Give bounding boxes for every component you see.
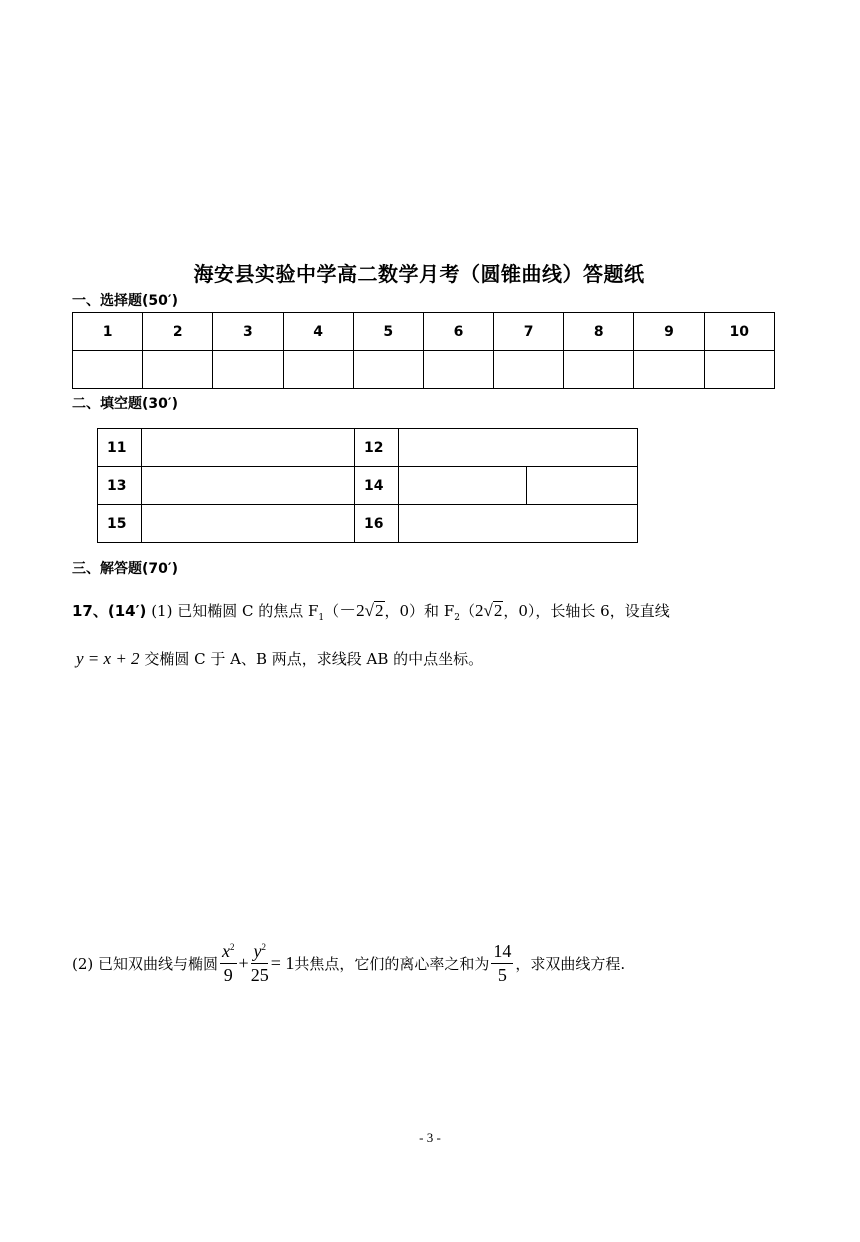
answer-cell[interactable] — [283, 351, 353, 389]
fraction-x2-over-9: $\frac{x^2}{9}$ — [222, 941, 235, 985]
answer-cell[interactable] — [353, 351, 423, 389]
fill-number: 14 — [355, 467, 399, 505]
answer-cell[interactable] — [142, 429, 355, 467]
answer-cell[interactable] — [142, 467, 355, 505]
section-fill-label: 二、填空题(30′) — [72, 396, 178, 412]
fill-answer-table — [97, 428, 638, 543]
table-row — [98, 467, 638, 505]
question-17-part2: (2) 已知双曲线与椭圆 $\frac{x^2}{9}$ + $\frac{y^2}{25}$ = 1 共焦点，它们的离心率之和为 $\frac{14}{5}$ ，求双曲线方程. — [72, 941, 626, 985]
choice-number: 1 — [73, 313, 143, 351]
answer-cell[interactable] — [399, 429, 638, 467]
answer-cell[interactable] — [73, 351, 143, 389]
fill-number: 11 — [98, 429, 142, 467]
choice-number: 5 — [353, 313, 423, 351]
table-row — [98, 429, 638, 467]
table-row — [98, 505, 638, 543]
choice-number: 2 — [143, 313, 213, 351]
answer-cell[interactable] — [564, 351, 634, 389]
fraction-14-over-5: $\frac{14}{5}$ — [493, 941, 512, 985]
fill-number: 15 — [98, 505, 142, 543]
answer-cell[interactable] — [704, 351, 774, 389]
answer-cell[interactable] — [142, 505, 355, 543]
choice-number: 8 — [564, 313, 634, 351]
answer-cell[interactable] — [423, 351, 493, 389]
question-17-part1-line2: y = x + 2 交椭圆 C 于 A、B 两点，求线段 AB 的中点坐标。 — [76, 649, 484, 668]
answer-cell[interactable] — [494, 351, 564, 389]
answer-cell[interactable] — [143, 351, 213, 389]
fraction-y2-over-25: $\frac{y^2}{25}$ — [250, 941, 269, 985]
answer-cell[interactable] — [213, 351, 283, 389]
table-row — [73, 351, 775, 389]
question-number: 17、(14′) — [72, 602, 147, 620]
page-number: - 3 - — [419, 1130, 441, 1145]
page-title: 海安县实验中学高二数学月考（圆锥曲线）答题纸 — [193, 262, 645, 286]
choice-number: 10 — [704, 313, 774, 351]
table-row — [73, 313, 775, 351]
section-choice-label: 一、选择题(50′) — [72, 293, 178, 309]
choice-number: 9 — [634, 313, 704, 351]
section-solve-label: 三、解答题(70′) — [72, 561, 178, 577]
answer-cell[interactable] — [399, 467, 527, 505]
choice-number: 6 — [423, 313, 493, 351]
answer-cell[interactable] — [634, 351, 704, 389]
choice-number: 4 — [283, 313, 353, 351]
answer-cell[interactable] — [527, 467, 638, 505]
question-17-part1-line1: 17、(14′) (1) 已知椭圆 C 的焦点 $F_1(-2√2$，0）和 $F_2(2√2$，0），长轴长 6，设直线 — [72, 601, 670, 623]
choice-number: 7 — [494, 313, 564, 351]
choice-answer-table — [72, 312, 775, 389]
fill-number: 13 — [98, 467, 142, 505]
answer-cell[interactable] — [399, 505, 638, 543]
fill-number: 16 — [355, 505, 399, 543]
fill-number: 12 — [355, 429, 399, 467]
choice-number: 3 — [213, 313, 283, 351]
